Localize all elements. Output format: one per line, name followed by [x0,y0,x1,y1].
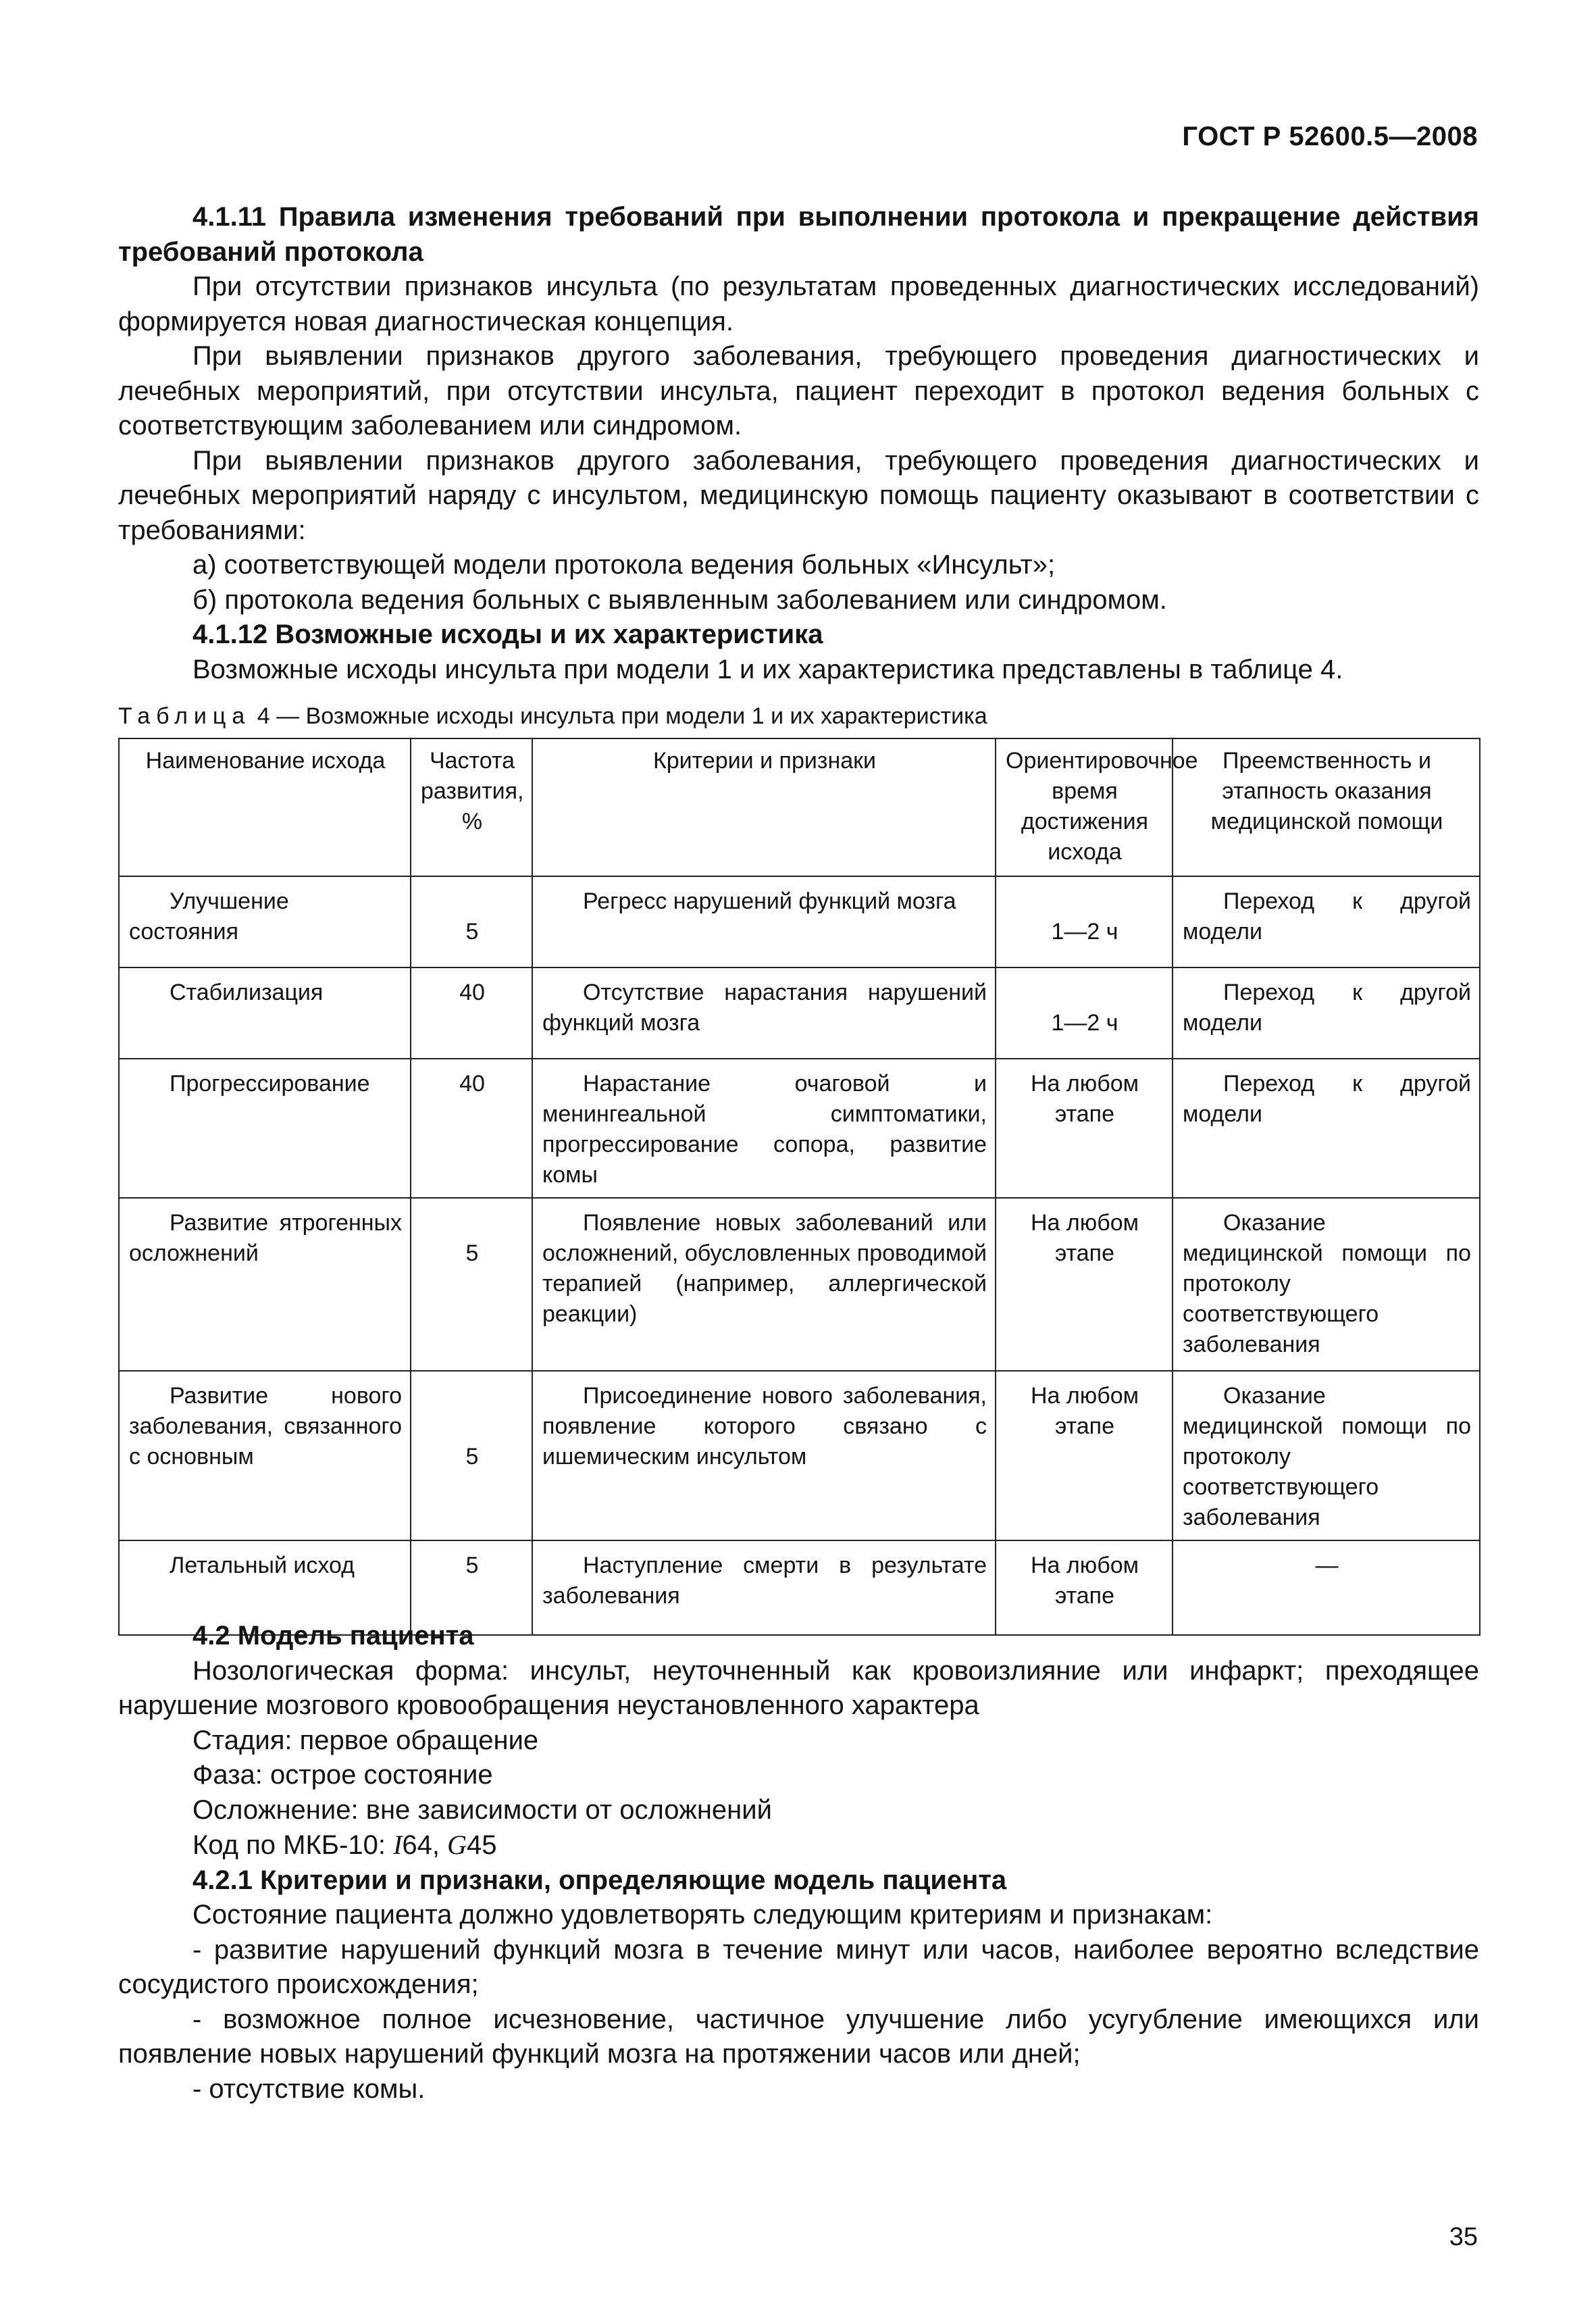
list-item: - отсутствие комы. [192,2073,426,2104]
outcomes-table [118,738,1481,1636]
cell-frequency: 40 [411,967,532,1059]
paragraph: Фаза: острое состояние [192,1760,493,1790]
cell-time: 1—2 ч [996,876,1173,967]
cell-outcome: Стабилизация [119,967,411,1059]
paragraph: Возможные исходы инсульта при модели 1 и их характеристика представлены в таблице 4. [192,654,1343,684]
table-header-row [119,738,1480,876]
section-heading: 4.2 Модель пациента [192,1621,474,1651]
cell-outcome: Развитие ятрогенных осложнений [119,1198,411,1371]
table-row [119,1371,1480,1540]
cell-time: На любом этапе [996,1371,1173,1540]
cell-outcome: Развитие нового заболевания, связанного с основным [119,1371,411,1540]
cell-criteria: Регресс нарушений функций мозга [532,876,996,967]
table-caption-text: 4 — Возможные исходы инсульта при модели 1 и их характеристика [257,703,987,729]
cell-criteria: Нарастание очаговой и менингеальной симптоматики, прогрессирование сопора, развитие комы [532,1059,996,1198]
paragraph: Нозологическая форма: инсульт, неуточненный как кровоизлияние или инфаркт; преходящее нарушение мозгового кровообращения неустановленного характера [118,1655,1479,1720]
cell-criteria: Присоединение нового заболевания, появление которого связано с ишемическим инсультом [532,1371,996,1540]
cell-continuity: — [1173,1540,1480,1635]
cell-continuity: Оказание медицинской помощи по протоколу соответствующего заболевания [1173,1198,1480,1371]
page-number: 35 [1449,2223,1478,2251]
cell-frequency: 5 [411,1371,532,1540]
cell-outcome: Летальный исход [119,1540,411,1635]
header-cell: Ориентировочное время достижения исхода [996,738,1173,876]
cell-outcome: Улучшение состояния [119,876,411,967]
table-row [119,876,1480,967]
cell-criteria: Отсутствие нарастания нарушений функций мозга [532,967,996,1059]
cell-time: 1—2 ч [996,967,1173,1059]
cell-continuity: Переход к другой модели [1173,1059,1480,1198]
cell-time: На любом этапе [996,1540,1173,1635]
cell-continuity: Переход к другой модели [1173,967,1480,1059]
section-heading: 4.1.11 Правила изменения требований при выполнении протокола и прекращение действия требований протокола [118,202,1479,267]
cell-continuity: Переход к другой модели [1173,876,1480,967]
cell-time: На любом этапе [996,1059,1173,1198]
document-header: ГОСТ Р 52600.5—2008 [1182,122,1478,151]
table-caption-label: Таблица [118,703,251,729]
cell-time: На любом этапе [996,1198,1173,1371]
section-4-2 [118,1619,1479,2107]
list-item: - возможное полное исчезновение, частичное улучшение либо усугубление имеющихся или появление новых нарушений функций мозга на протяжении часов или дней; [118,2004,1479,2069]
cell-frequency: 40 [411,1059,532,1198]
cell-frequency: 5 [411,876,532,967]
list-item: б) протокола ведения больных с выявленным заболеванием или синдромом. [192,584,1167,615]
cell-frequency: 5 [411,1198,532,1371]
icd-code-line: Код по МКБ-10: I64, G45 [192,1830,497,1860]
paragraph: При отсутствии признаков инсульта (по результатам проведенных диагностических исследований) формируется новая диагностическая концепция. [118,272,1479,336]
cell-frequency: 5 [411,1540,532,1635]
section-heading: 4.2.1 Критерии и признаки, определяющие модель пациента [192,1865,1007,1895]
header-cell: Частота развития, % [411,738,532,876]
paragraph: При выявлении признаков другого заболевания, требующего проведения диагностических и лечебных мероприятий наряду с инсультом, медицинскую помощь пациенту оказывают в соответствии с требованиями: [118,445,1479,545]
paragraph: При выявлении признаков другого заболевания, требующего проведения диагностических и лечебных мероприятий, при отсутствии инсульта, пациент переходит в протокол ведения больных с соответствующим заболеванием или синдромом. [118,341,1479,441]
header-cell: Преемственность и этапность оказания медицинской помощи [1173,738,1480,876]
cell-continuity: Оказание медицинской помощи по протоколу соответствующего заболевания [1173,1371,1480,1540]
table-row [119,1059,1480,1198]
table-row [119,967,1480,1059]
section-heading: 4.1.12 Возможные исходы и их характеристика [192,620,823,649]
paragraph: Стадия: первое обращение [192,1725,539,1755]
header-cell: Критерии и признаки [532,738,996,876]
cell-criteria: Появление новых заболеваний или осложнений, обусловленных проводимой терапией (например, аллергической реакции) [532,1198,996,1371]
list-item: а) соответствующей модели протокола ведения больных «Инсульт»; [192,550,1056,580]
cell-criteria: Наступление смерти в результате заболевания [532,1540,996,1635]
table-block [118,701,1479,1636]
table-row [119,1198,1480,1371]
paragraph: Состояние пациента должно удовлетворять следующим критериям и признакам: [192,1900,1213,1930]
section-4-1-11 [118,200,1479,687]
paragraph: Осложнение: вне зависимости от осложнений [192,1794,772,1825]
cell-outcome: Прогрессирование [119,1059,411,1198]
table-caption [118,701,1479,731]
list-item: - развитие нарушений функций мозга в течение минут или часов, наиболее вероятно вследствие сосудистого происхождения; [118,1934,1479,1999]
header-cell: Наименование исхода [119,738,411,876]
